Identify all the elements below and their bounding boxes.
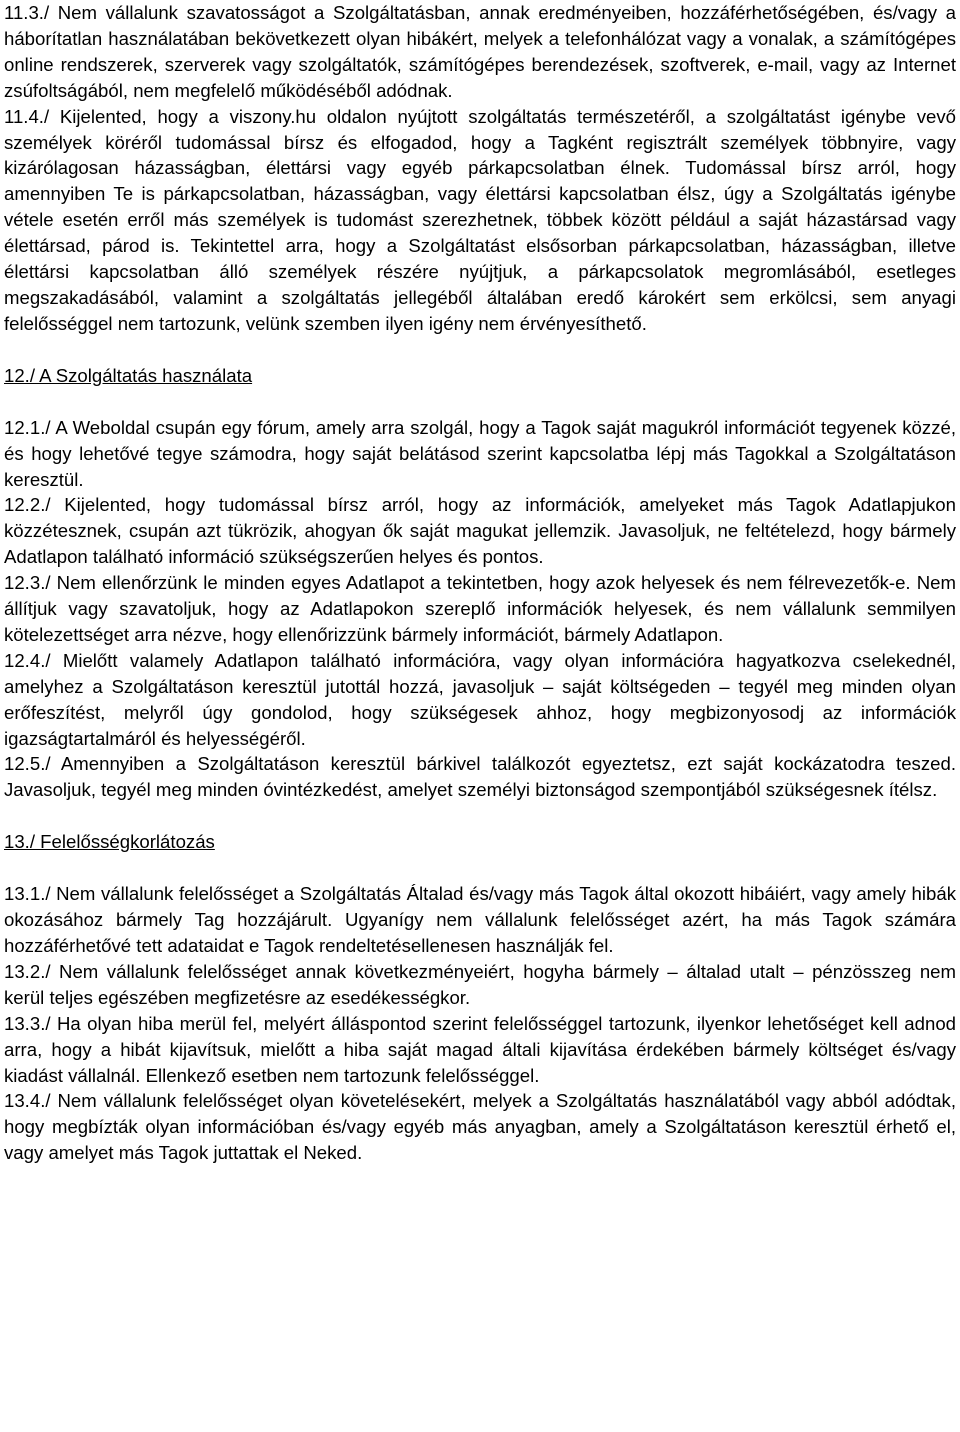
clause-13-3: 13.3./ Ha olyan hiba merül fel, melyért álláspontod szerint felelősséggel tartozunk, ilyenkor lehetőséget kell adnod arra, hogy a hibát kijavítsuk, mielőtt a hiba saját magad általi kijavítása érdekében bármely költséget és/vagy kiadást vállalnál. Ellenkező esetben nem tartozunk felelősséggel. [4,1012,956,1086]
clause-13-2: 13.2./ Nem vállalunk felelősséget annak következményeiért, hogyha bármely – általad utalt – pénzösszeg nem kerül teljes egészében megfizetésre az esedékességkor. [4,960,956,1008]
clause-12-2: 12.2./ Kijelented, hogy tudomással bírsz arról, hogy az információk, amelyeket más Tagok Adatlapjukon közzétesznek, csupán azt tükrözik, ahogyan ők saját magukat jellemzik. Javasoljuk, ne feltételezd, hogy bármely Adatlapon található információ szükségszerűen helyes és pontos. [4,494,956,568]
clause-11-3: 11.3./ Nem vállalunk szavatosságot a Szolgáltatásban, annak eredményeiben, hozzáférhetőségében, és/vagy a háborítatlan használatában bekövetkezett olyan hibákért, melyek a telefonhálózat vagy a vonalak, a számítógépes online rendszerek, szerverek vagy szolgáltatók, számítógépes berendezések, szoftverek, e-mail, vagy az Internet zsúfoltságából, nem megfelelő működéséből adódnak. [4,2,956,101]
clause-11-4: 11.4./ Kijelented, hogy a viszony.hu oldalon nyújtott szolgáltatás természetéről, a szolgáltatást igénybe vevő személyek köréről tudomással bírsz és elfogadod, hogy a Tagként regisztrált személyek többnyire, vagy kizárólagosan házasságban, élettársi vagy egyéb párkapcsolatban élnek. Tudomással bírsz arról, hogy amennyiben Te is párkapcsolatban, házasságban, vagy élettársi kapcsolatban élsz, úgy a Szolgáltatás igénybe vétele esetén erről más személyek is tudomást szerezhetnek, többek között például a saját házastársad vagy élettársad, párod is. Tekintettel arra, hogy a Szolgáltatást elsősorban párkapcsolatban, házasságban, illetve élettársi kapcsolatban álló személyek részére nyújtjuk, a párkapcsolatok megromlásából, esetleges megszakadásából, valamint a szolgáltatás jellegéből általában eredő károkért sem erkölcsi, sem anyagi felelősséggel nem tartozunk, velünk szemben ilyen igény nem érvényesíthető. [4,105,956,334]
section-13-heading: 13./ Felelősségkorlátozás [4,831,215,853]
gap-3 [4,803,956,829]
section-12-heading: 12./ A Szolgáltatás használata [4,364,253,386]
gap-2 [4,389,956,415]
clause-12-5: 12.5./ Amennyiben a Szolgáltatáson keresztül bárkivel találkozót egyeztetsz, ezt saját kockázatodra teszed. Javasoljuk, tegyél meg minden óvintézkedést, amelyet személyi biztonságod szempontjából szükségesnek ítélsz. [4,753,956,801]
clause-13-1: 13.1./ Nem vállalunk felelősséget a Szolgáltatás Általad és/vagy más Tagok által okozott hibáiért, vagy amely hibák okozásához bármely Tag hozzájárult. Ugyanígy nem vállalunk felelősséget azért, ha más Tagok számára hozzáférhetővé tett adataidat e Tagok rendeltetésellenesen használják fel. [4,883,956,956]
gap-1 [4,337,956,363]
clause-12-1: 12.1./ A Weboldal csupán egy fórum, amely arra szolgál, hogy a Tagok saját magukról információt tegyenek közzé, és hogy lehetővé tegye számodra, hogy saját belátásod szerint kapcsolatba lépj más Tagokkal a Szolgáltatáson keresztül. [4,416,956,490]
gap-4 [4,855,956,881]
clause-12-4: 12.4./ Mielőtt valamely Adatlapon található információra, vagy olyan információra hagyatkozva cselekednél, amelyhez a Szolgáltatáson keresztül jutottál hozzá, javasoljuk – saját költségeden – tegyél meg minden olyan erőfeszítést, melyről úgy gondolod, hogy szükségesek ahhoz, hogy megbizonyosodj az információk igazságtartalmáról és helyességéről. [4,649,956,749]
clause-12-3: 12.3./ Nem ellenőrzünk le minden egyes Adatlapot a tekintetben, hogy azok helyesek és nem félrevezetők-e. Nem állítjuk vagy szavatoljuk, hogy az Adatlapokon szereplő információk helyesek, és nem vállalunk semmilyen kötelezettséget arra nézve, hogy ellenőrizzünk bármely információt, bármely Adatlapon. [4,572,956,645]
clause-13-4: 13.4./ Nem vállalunk felelősséget olyan követelésekért, melyek a Szolgáltatás használatából vagy abból adódtak, hogy megbízták olyan információban és/vagy egyéb más anyagban, amely a Szolgáltatáson keresztül érhető el, vagy amelyet más Tagok juttattak el Neked. [4,1090,956,1164]
